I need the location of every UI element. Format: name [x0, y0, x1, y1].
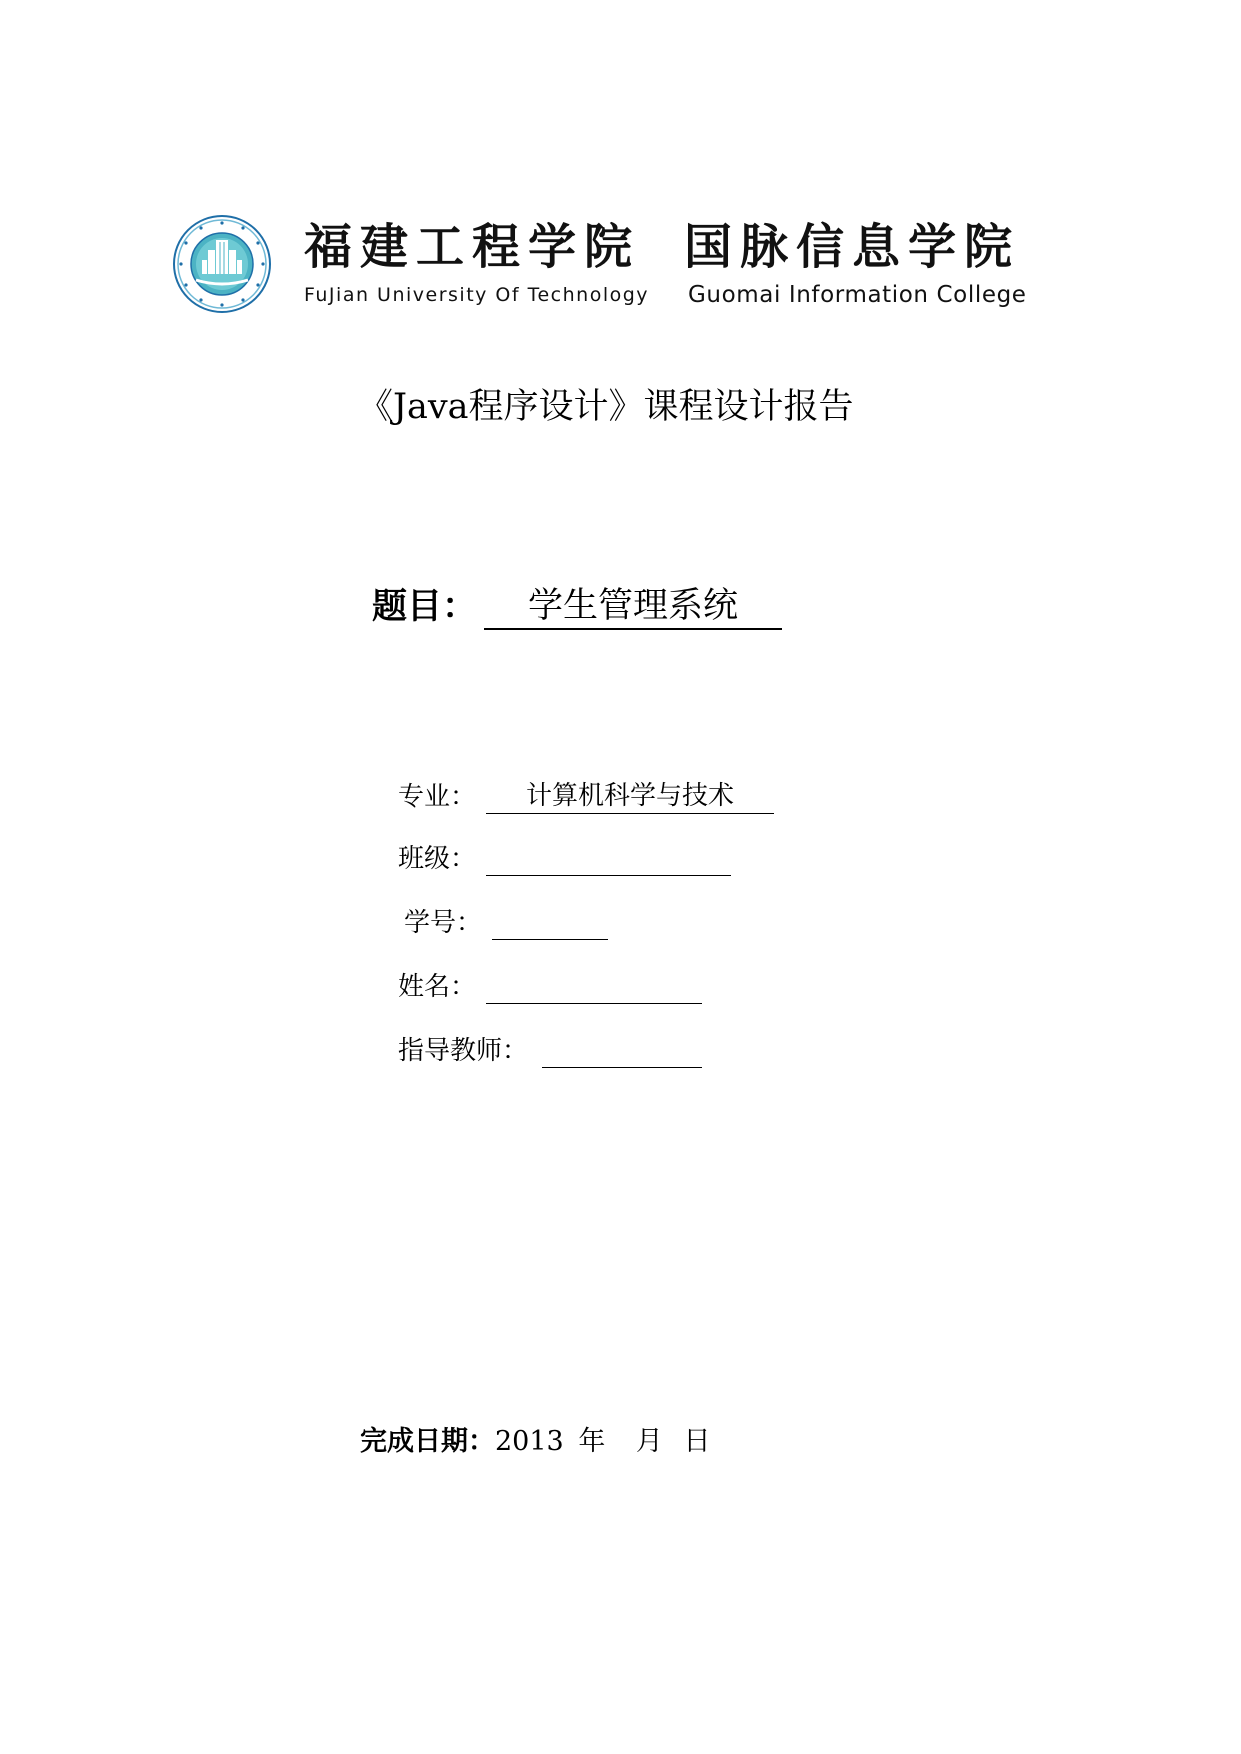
class-value-line: [486, 842, 731, 876]
major-label: 专业：: [398, 782, 477, 812]
advisor-value-line: [542, 1034, 702, 1068]
college-header-logo: [172, 212, 1072, 316]
university-name-chinese: 福建工程学院: [304, 219, 641, 275]
completion-day-unit: 日: [683, 1426, 711, 1457]
student-id-value-line: [492, 906, 608, 940]
name-label: 姓名：: [398, 972, 477, 1002]
major-value: 计算机科学与技术: [486, 780, 774, 814]
college-name-chinese: 国脉信息学院: [684, 219, 1021, 275]
completion-date-label: 完成日期：: [360, 1426, 495, 1457]
university-name-english: FuJian University Of Technology: [304, 284, 650, 306]
topic-label: 题目：: [372, 587, 478, 627]
completion-month-unit: 月: [635, 1426, 663, 1457]
name-value-line: [486, 970, 702, 1004]
advisor-label: 指导教师：: [398, 1036, 529, 1066]
class-label: 班级：: [398, 844, 477, 874]
topic-value: 学生管理系统: [484, 584, 782, 630]
student-id-label: 学号：: [404, 908, 483, 938]
completion-date-row: [360, 1424, 711, 1460]
completion-year-unit: 年: [578, 1426, 606, 1457]
report-title: 《Java程序设计》课程设计报告: [358, 387, 854, 427]
college-name-english: Guomai Information College: [688, 282, 1027, 308]
completion-year: 2013: [495, 1426, 564, 1457]
university-seal-icon: [172, 214, 272, 314]
